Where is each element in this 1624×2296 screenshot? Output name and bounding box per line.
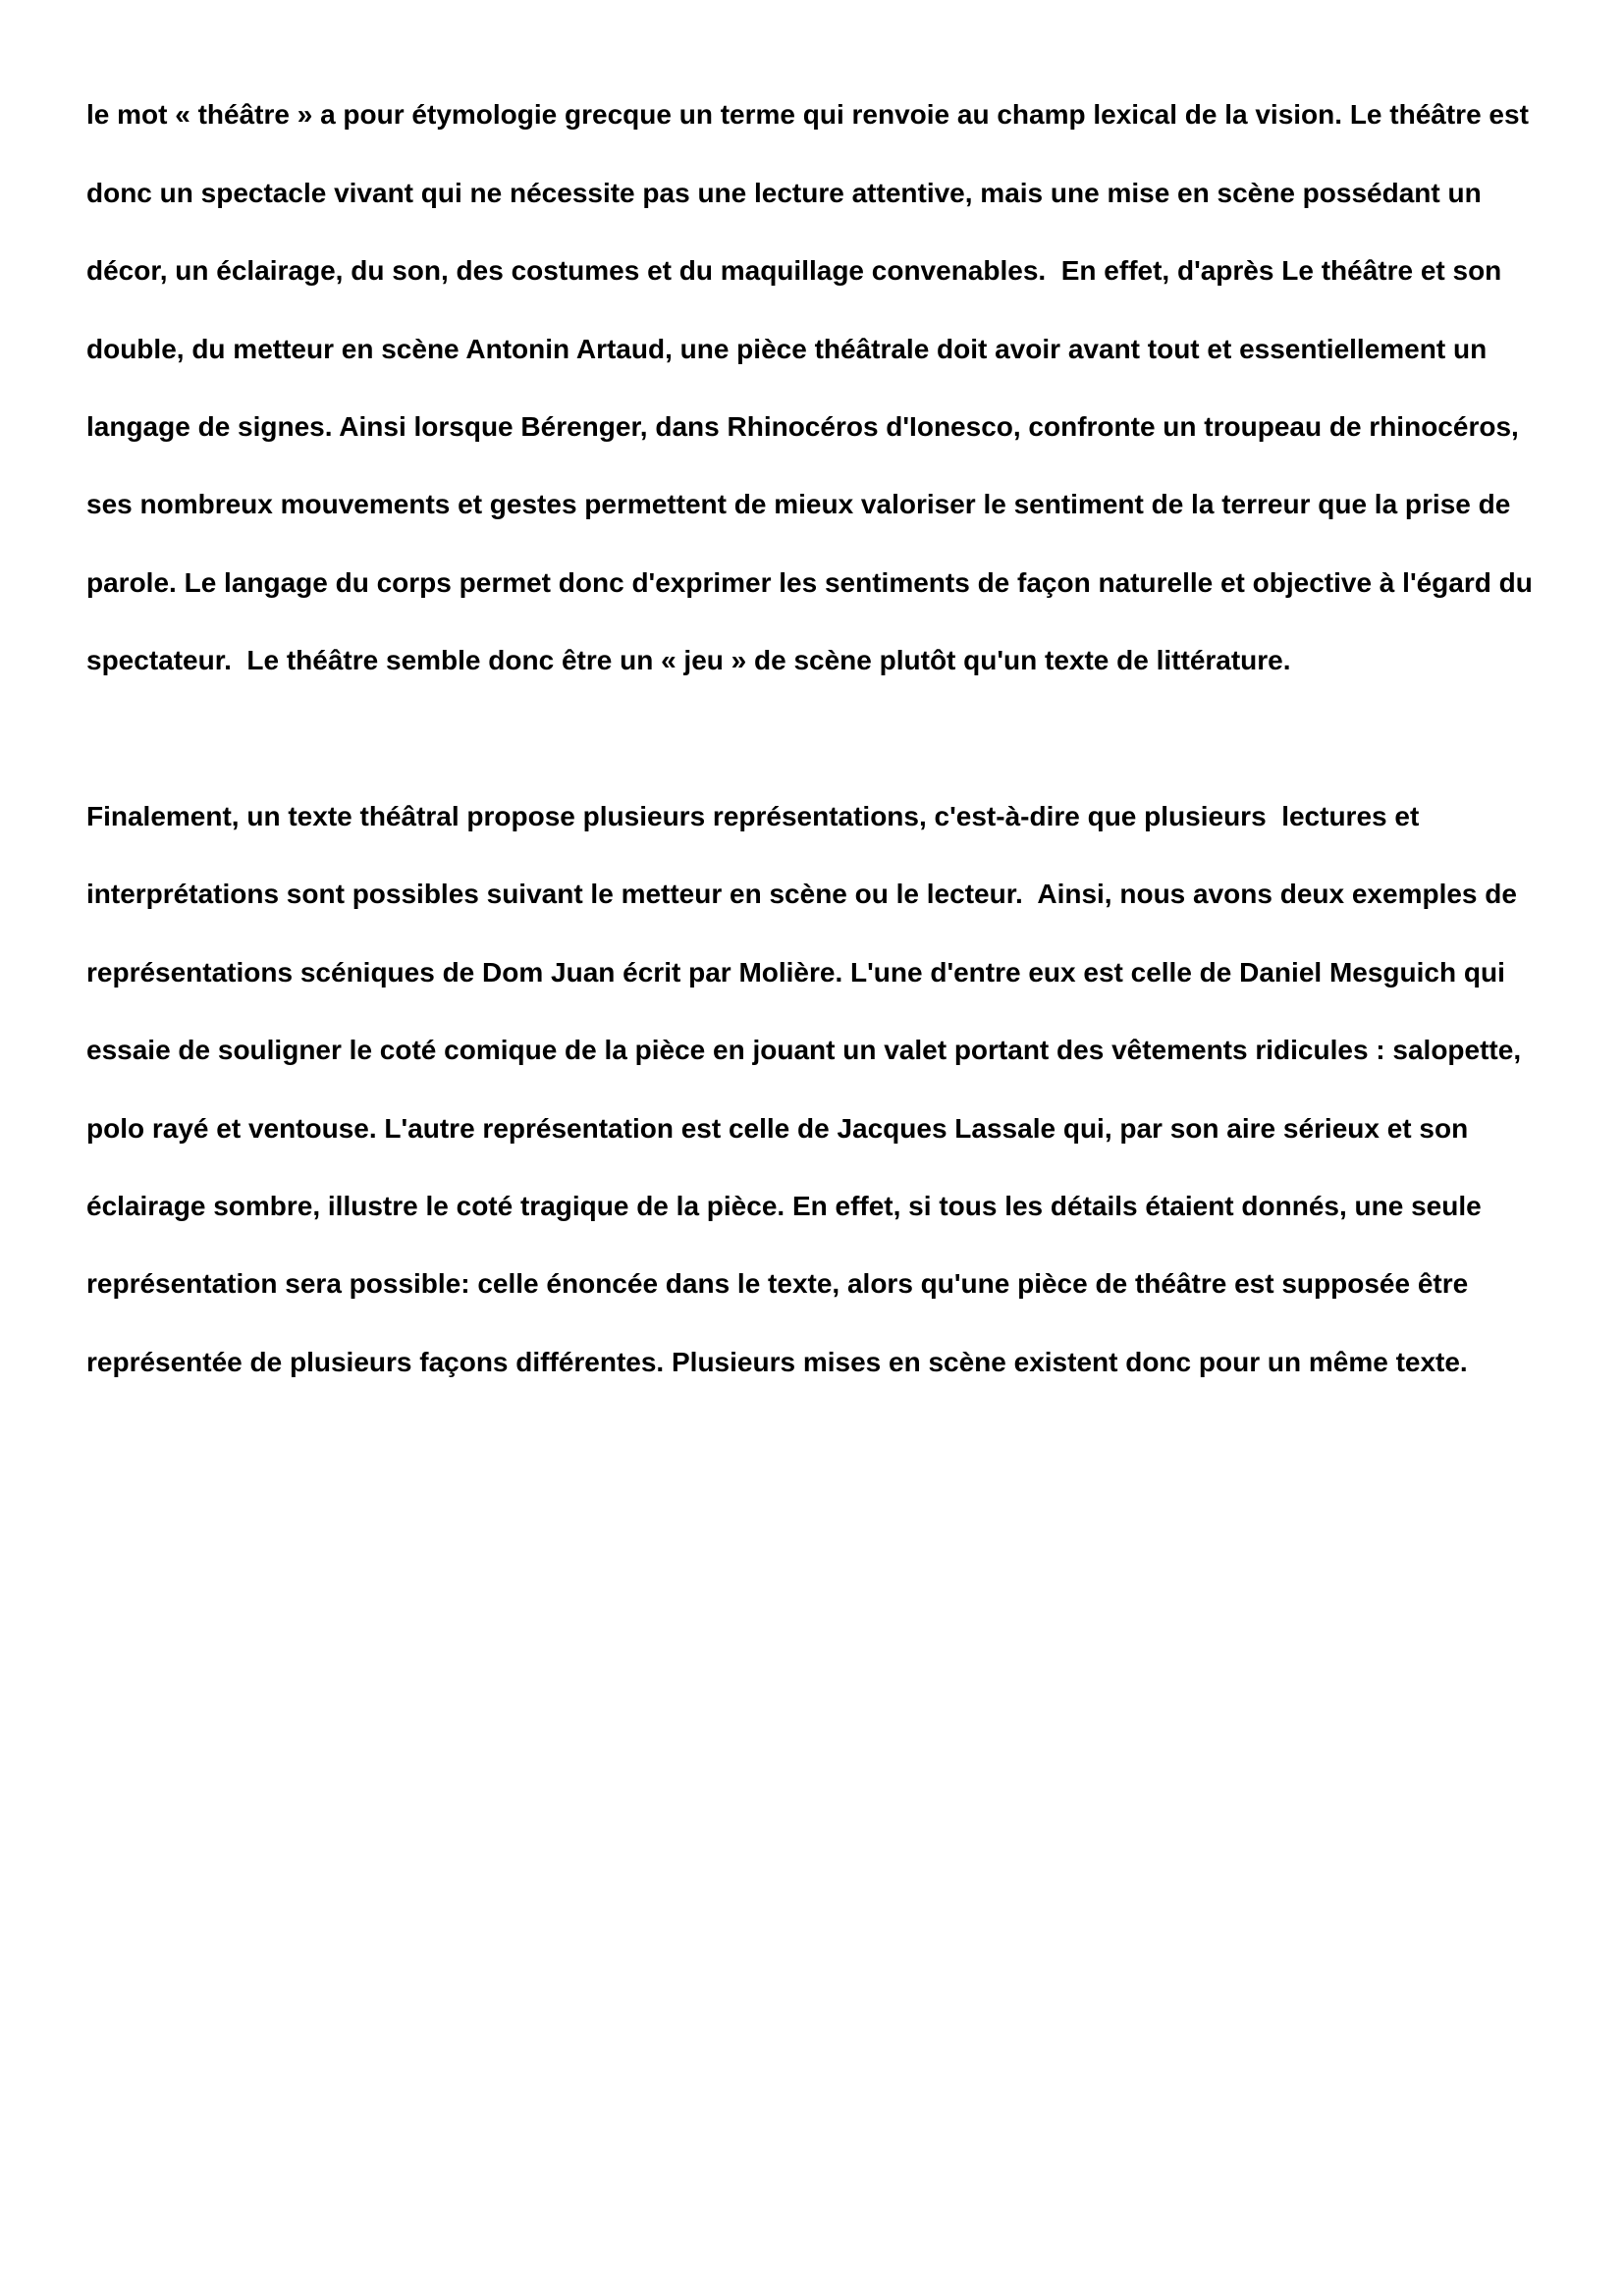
paragraph-2-line-3: représentations scéniques de Dom Juan écrit par Molière. L'une d'entre eux est celle de Daniel Mesguich qui [86,957,1505,988]
paragraph-1-line-7: parole. Le langage du corps permet donc d'exprimer les sentiments de façon naturelle et objective à l'égard du [86,567,1533,598]
paragraph-2-line-7: représentation sera possible: celle énoncée dans le texte, alors qu'une pièce de théâtre est supposée être [86,1268,1469,1299]
paragraph-2-line-1: Finalement, un texte théâtral propose plusieurs représentations, c'est-à-dire que plusieurs lectures et [86,801,1420,831]
paragraph-2-line-5: polo rayé et ventouse. L'autre représentation est celle de Jacques Lassale qui, par son aire sérieux et son [86,1113,1469,1144]
paragraph-1-line-4: double, du metteur en scène Antonin Artaud, une pièce théâtrale doit avoir avant tout et essentiellement un [86,334,1488,364]
paragraph-1-line-1: le mot « théâtre » a pour étymologie grecque un terme qui renvoie au champ lexical de la vision. Le théâtre est [86,99,1529,130]
paragraph-2-line-6: éclairage sombre, illustre le coté tragique de la pièce. En effet, si tous les détails étaient donnés, une seule [86,1191,1482,1221]
paragraph-1-line-8: spectateur. Le théâtre semble donc être un « jeu » de scène plutôt qu'un texte de littérature. [86,645,1291,675]
paragraph-2-line-8: représentée de plusieurs façons différentes. Plusieurs mises en scène existent donc pour un même texte. [86,1347,1468,1377]
paragraph-2-line-4: essaie de souligner le coté comique de la pièce en jouant un valet portant des vêtements ridicules : salopette, [86,1035,1522,1065]
paragraph-1-line-6: ses nombreux mouvements et gestes permettent de mieux valoriser le sentiment de la terreur que la prise de [86,489,1511,519]
paragraph-1-line-3: décor, un éclairage, du son, des costumes et du maquillage convenables. En effet, d'après Le théâtre et son [86,255,1502,286]
paragraph-1-line-2: donc un spectacle vivant qui ne nécessite pas une lecture attentive, mais une mise en scène possédant un [86,178,1482,208]
paragraph-1-line-5: langage de signes. Ainsi lorsque Bérenger, dans Rhinocéros d'Ionesco, confronte un troupeau de rhinocéros, [86,411,1519,442]
paragraph-2-line-2: interprétations sont possibles suivant le metteur en scène ou le lecteur. Ainsi, nous avons deux exemples de [86,879,1517,909]
